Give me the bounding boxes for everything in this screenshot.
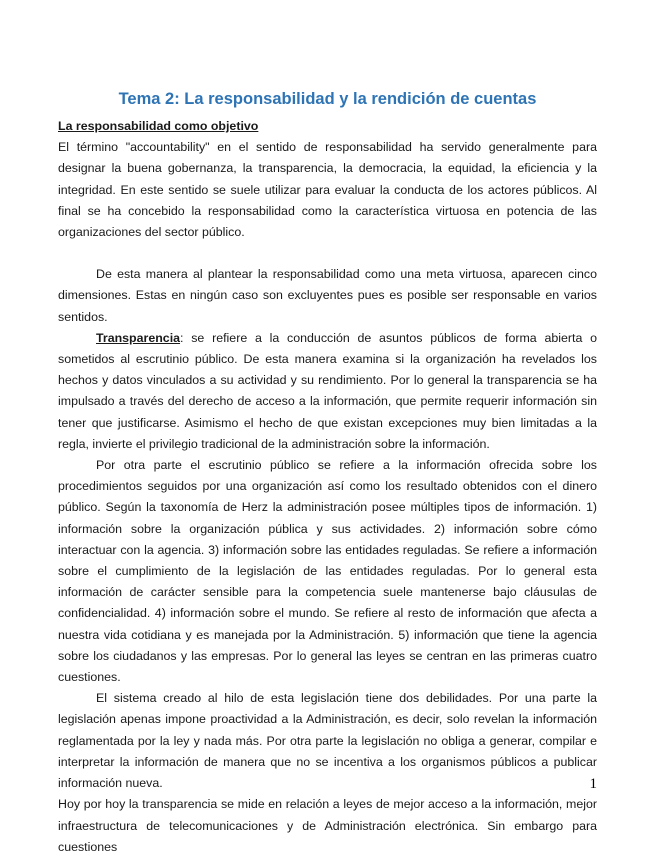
paragraph-escrutinio: Por otra parte el escrutinio público se refiere a la información ofrecida sobre los procedimientos seguidos por una organización así como los resultado obtenidos con el dinero público. Según la taxonomía de Herz la administración posee múltiples tipos de información. 1) información sobre la organización pública y sus actividades. 2) información sobre cómo interactuar con la agencia. 3) información sobre las entidades reguladas. Se refiere a información sobre el cumplimiento de la legislación de las entidades reguladas. Por lo general esta información de carácter sensible para la competencia suele mantenerse bajo cláusulas de confidencialidad. 4) información sobre el mundo. Se refiere al resto de información que afecta a nuestra vida cotidiana y es manejada por la Administración. 5) información que tiene la agencia sobre los ciudadanos y las empresas. Por lo general las leyes se centran en las primeras cuatro cuestiones. <box>58 458 597 685</box>
term-transparencia: Transparencia <box>96 330 181 345</box>
paragraph-transparencia-text: : se refiere a la conducción de asuntos públicos de forma abierta o sometidos al escrutinio público. De esta manera examina si la organización ha revelados los hechos y datos vinculados a su actividad y su rendimiento. Por lo general la transparencia se ha impulsado a través del derecho de acceso a la información, que permite requerir información sin tener que justificarse. Asimismo el hecho de que existan excepciones muy bien limitadas a la regla, invierte el privilegio tradicional de la administración sobre la información. <box>58 330 597 451</box>
paragraph-medicion: Hoy por hoy la transparencia se mide en relación a leyes de mejor acceso a la información, mejor infraestructura de telecomunicaciones y de Administración electrónica. Sin embargo para cuestiones <box>58 797 597 854</box>
document-title: Tema 2: La responsabilidad y la rendición de cuentas <box>118 90 537 108</box>
document-body <box>58 116 597 858</box>
paragraph-accountability: El término "accountability" en el sentido de responsabilidad ha servido generalmente para designar la buena gobernanza, la transparencia, la democracia, la equidad, la eficiencia y la integridad. En este sentido se suele utilizar para evaluar la conducta de los actores públicos. Al final se ha concebido la responsabilidad como la característica virtuosa en potencia de las organizaciones del sector público. <box>58 140 597 240</box>
section-heading: La responsabilidad como objetivo <box>58 119 259 133</box>
paragraph-debilidades: El sistema creado al hilo de esta legislación tiene dos debilidades. Por una parte la legislación apenas impone proactividad a la Administración, es decir, solo revelan la información reglamentada por la ley y nada más. Por otra parte la legislación no obliga a generar, compilar e interpretar la información de manera que no se incentiva a los organismos públicos a publicar información nueva. <box>58 691 597 791</box>
page-number: 1 <box>589 776 597 792</box>
paragraph-dimensions: De esta manera al plantear la responsabilidad como una meta virtuosa, aparecen cinco dimensiones. Estas en ningún caso son excluyentes pues es posible ser responsable en varios sentidos. <box>58 267 597 324</box>
paragraph-transparencia <box>58 328 597 455</box>
